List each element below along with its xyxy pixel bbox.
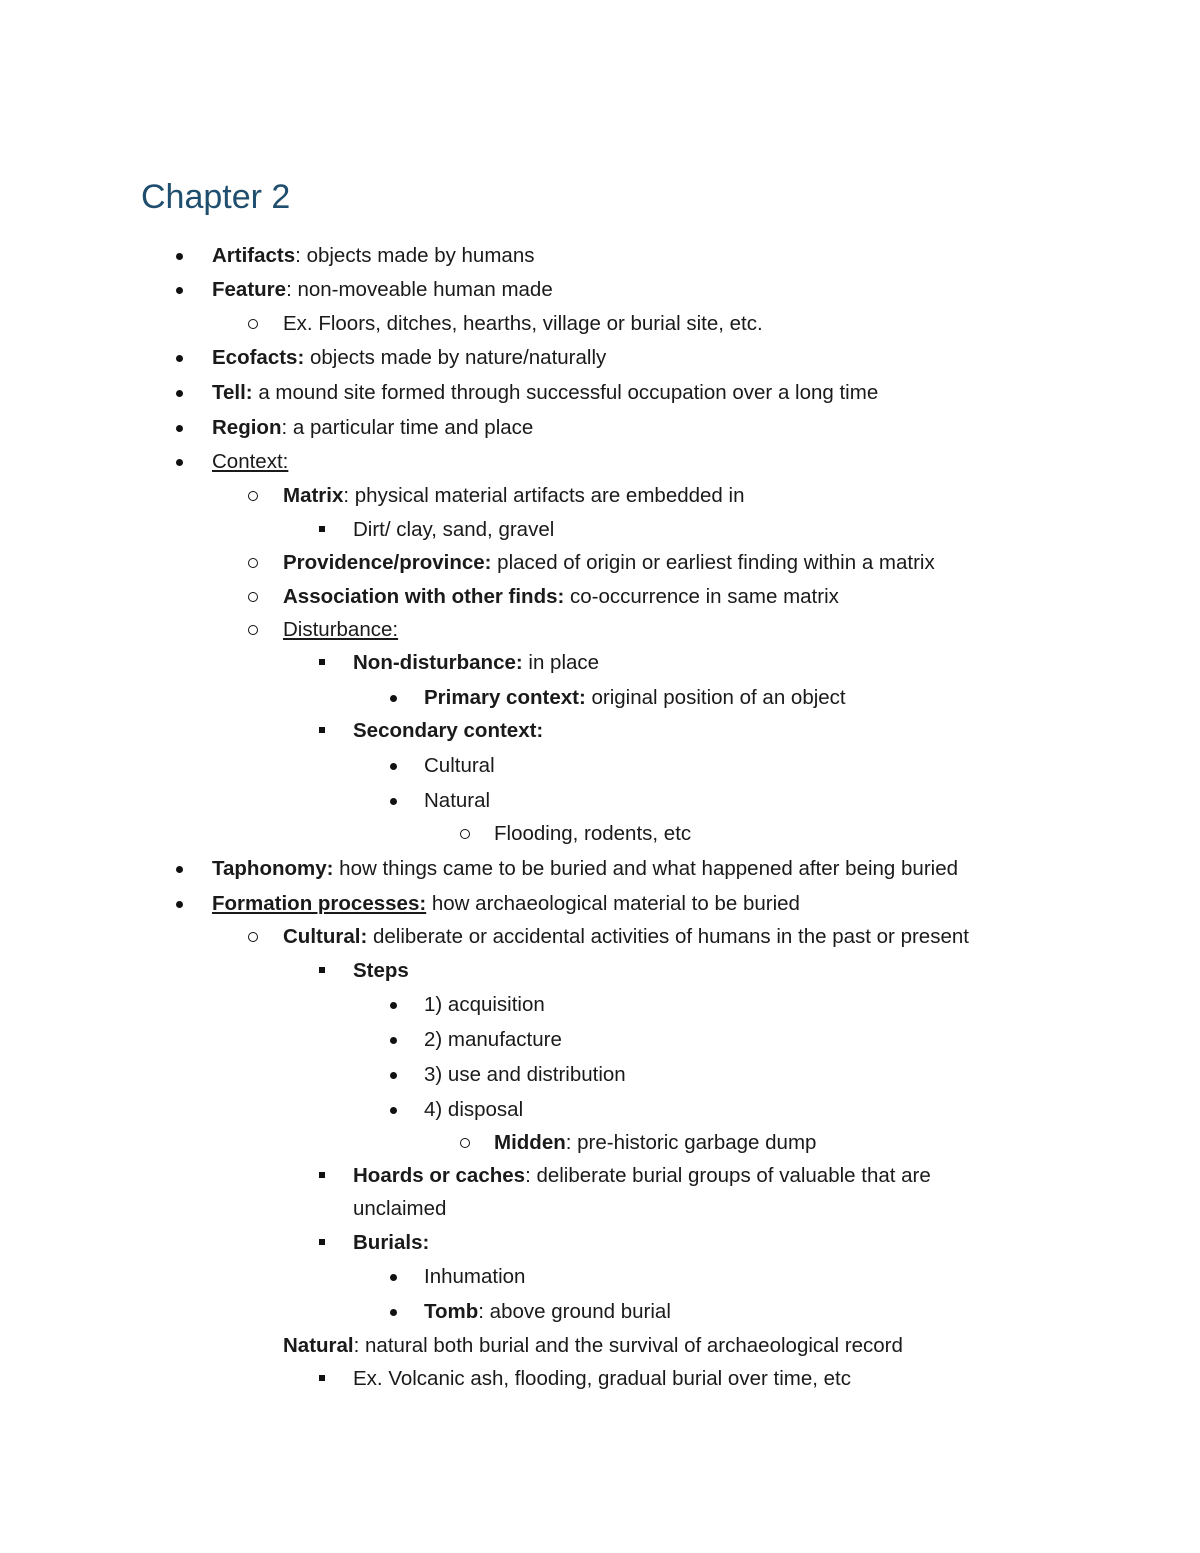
definition-text: how things came to be buried and what happened after being buried xyxy=(333,857,959,880)
bullet-square-icon xyxy=(319,659,325,665)
definition-text: co-occurrence in same matrix xyxy=(564,585,839,608)
item-text: Ex. Floors, ditches, hearths, village or burial site, etc. xyxy=(283,312,763,335)
bullet-disc-icon xyxy=(390,1107,397,1114)
definition-text: how archaeological material to be buried xyxy=(426,892,800,915)
item-text: unclaimed xyxy=(353,1197,447,1220)
item-text: 1) acquisition xyxy=(424,993,545,1016)
list-item-hoards-continuation xyxy=(353,1192,446,1226)
bullet-disc-icon xyxy=(390,763,397,770)
term-label: Natural xyxy=(283,1334,354,1357)
bullet-circle-icon xyxy=(248,491,258,501)
bullet-square-icon xyxy=(319,1239,325,1245)
term-label: Hoards or caches xyxy=(353,1164,526,1187)
definition-text: a mound site formed through successful occupation over a long time xyxy=(252,381,879,404)
list-item-natural-process xyxy=(283,1329,903,1363)
term-label: Cultural: xyxy=(283,925,368,948)
bullet-circle-icon xyxy=(248,558,258,568)
item-text: Ex. Volcanic ash, flooding, gradual burial over time, etc xyxy=(353,1367,851,1390)
bullet-disc-icon xyxy=(390,1072,397,1079)
item-text: 2) manufacture xyxy=(424,1028,562,1051)
item-text: 4) disposal xyxy=(424,1098,524,1121)
term-label: Steps xyxy=(353,959,409,982)
definition-text: original position of an object xyxy=(585,686,846,709)
item-text: Inhumation xyxy=(424,1265,526,1288)
term-label: Providence/province: xyxy=(283,551,492,574)
bullet-disc-icon xyxy=(176,425,183,432)
definition-text: : objects made by humans xyxy=(295,244,535,267)
definition-text: : pre-historic garbage dump xyxy=(565,1131,817,1154)
term-label: Primary context: xyxy=(424,686,586,709)
term-label: Disturbance: xyxy=(283,618,399,641)
bullet-disc-icon xyxy=(390,1309,397,1316)
definition-text: placed of origin or earliest finding within a matrix xyxy=(491,551,935,574)
term-label: Context: xyxy=(212,450,289,473)
term-label: Feature xyxy=(212,278,287,301)
definition-text: : natural both burial and the survival of archaeological record xyxy=(353,1334,903,1357)
bullet-square-icon xyxy=(319,727,325,733)
item-text: Flooding, rodents, etc xyxy=(494,822,692,845)
bullet-circle-icon xyxy=(248,625,258,635)
item-text: Natural xyxy=(424,789,491,812)
item-text: Dirt/ clay, sand, gravel xyxy=(353,518,555,541)
definition-text: : physical material artifacts are embedded in xyxy=(343,484,745,507)
bullet-disc-icon xyxy=(390,798,397,805)
bullet-disc-icon xyxy=(176,459,183,466)
term-label: Tomb xyxy=(424,1300,479,1323)
bullet-disc-icon xyxy=(176,355,183,362)
bullet-disc-icon xyxy=(176,866,183,873)
definition-text: deliberate or accidental activities of humans in the past or present xyxy=(367,925,969,948)
term-label: Taphonomy: xyxy=(212,857,334,880)
bullet-circle-icon xyxy=(460,829,470,839)
term-label: Matrix xyxy=(283,484,344,507)
definition-text: in place xyxy=(522,651,600,674)
definition-text: : above ground burial xyxy=(478,1300,671,1323)
bullet-disc-icon xyxy=(390,695,397,702)
bullet-square-icon xyxy=(319,526,325,532)
term-label: Association with other finds: xyxy=(283,585,565,608)
bullet-circle-icon xyxy=(248,932,258,942)
bullet-disc-icon xyxy=(390,1037,397,1044)
term-label: Non-disturbance: xyxy=(353,651,523,674)
definition-text: : deliberate burial groups of valuable that are xyxy=(525,1164,931,1187)
bullet-disc-icon xyxy=(176,390,183,397)
bullet-circle-icon xyxy=(248,592,258,602)
bullet-circle-icon xyxy=(460,1138,470,1148)
term-label: Tell: xyxy=(212,381,253,404)
definition-text: : non-moveable human made xyxy=(286,278,553,301)
bullet-disc-icon xyxy=(176,901,183,908)
term-label: Artifacts xyxy=(212,244,296,267)
bullet-disc-icon xyxy=(390,1002,397,1009)
definition-text: : a particular time and place xyxy=(281,416,534,439)
bullet-disc-icon xyxy=(390,1274,397,1281)
term-label: Ecofacts: xyxy=(212,346,305,369)
term-label: Burials: xyxy=(353,1231,430,1254)
definition-text: objects made by nature/naturally xyxy=(304,346,607,369)
bullet-square-icon xyxy=(319,1172,325,1178)
item-text: 3) use and distribution xyxy=(424,1063,626,1086)
item-text: Cultural xyxy=(424,754,495,777)
bullet-disc-icon xyxy=(176,253,183,260)
page-title: Chapter 2 xyxy=(141,178,291,216)
bullet-circle-icon xyxy=(248,319,258,329)
bullet-disc-icon xyxy=(176,287,183,294)
bullet-square-icon xyxy=(319,1375,325,1381)
term-label: Midden xyxy=(494,1131,566,1154)
term-label: Region xyxy=(212,416,282,439)
bullet-square-icon xyxy=(319,967,325,973)
term-label: Secondary context: xyxy=(353,719,544,742)
term-label: Formation processes: xyxy=(212,892,427,915)
